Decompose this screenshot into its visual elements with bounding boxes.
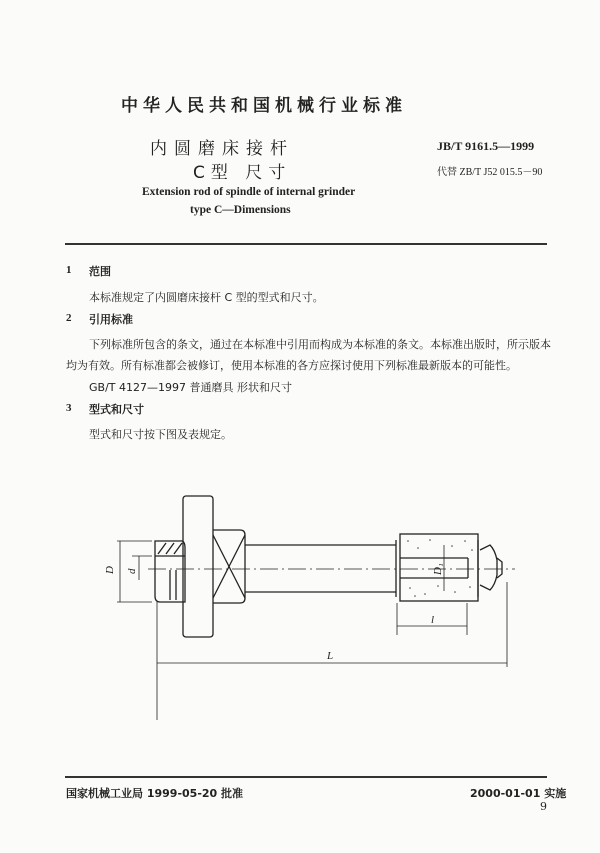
- document-subtitle-cn: C型 尺寸: [193, 163, 292, 183]
- section-heading: 型式和尺寸: [89, 403, 144, 416]
- document-title-cn: 内圆磨床接杆: [150, 139, 294, 159]
- section-heading: 范围: [89, 265, 111, 278]
- paragraph: 本标准规定了内圆磨床接杆 C 型的型式和尺寸。: [89, 291, 324, 304]
- paragraph: 下列标准所包含的条文，通过在本标准中引用而构成为本标准的条文。本标准出版时，所示版本: [89, 338, 551, 351]
- dimension-label-d: d: [126, 568, 138, 574]
- section-heading: 引用标准: [89, 313, 133, 326]
- section-number: 3: [66, 402, 72, 414]
- issuing-organization: 中华人民共和国机械行业标准: [121, 96, 407, 116]
- dimension-label-l: l: [431, 614, 435, 626]
- footer-divider: [65, 776, 547, 778]
- approval-info: 国家机械工业局 1999-05-20 批准: [66, 787, 244, 800]
- english-subtitle: type C—Dimensions: [190, 204, 291, 216]
- implementation-date: 2000-01-01 实施: [470, 787, 567, 800]
- dimension-label-D: D: [104, 566, 116, 574]
- paragraph: 型式和尺寸按下图及表规定。: [89, 428, 232, 441]
- english-title: Extension rod of spindle of internal grinder: [142, 186, 356, 198]
- replaces-standard: 代替 ZB/T J52 015.5－90: [437, 167, 543, 178]
- paragraph: 均为有效。所有标准都会被修订，使用本标准的各方应探讨使用下列标准最新版本的可能性。: [66, 359, 517, 372]
- referenced-standard: GB/T 4127—1997 普通磨具 形状和尺寸: [89, 381, 292, 394]
- standard-number: JB/T 9161.5—1999: [437, 139, 535, 153]
- section-number: 2: [66, 312, 72, 324]
- dimension-label-D1: D₁: [432, 563, 444, 575]
- dimension-label-L: L: [327, 650, 334, 662]
- section-number: 1: [66, 264, 72, 276]
- page-number: 9: [540, 800, 547, 813]
